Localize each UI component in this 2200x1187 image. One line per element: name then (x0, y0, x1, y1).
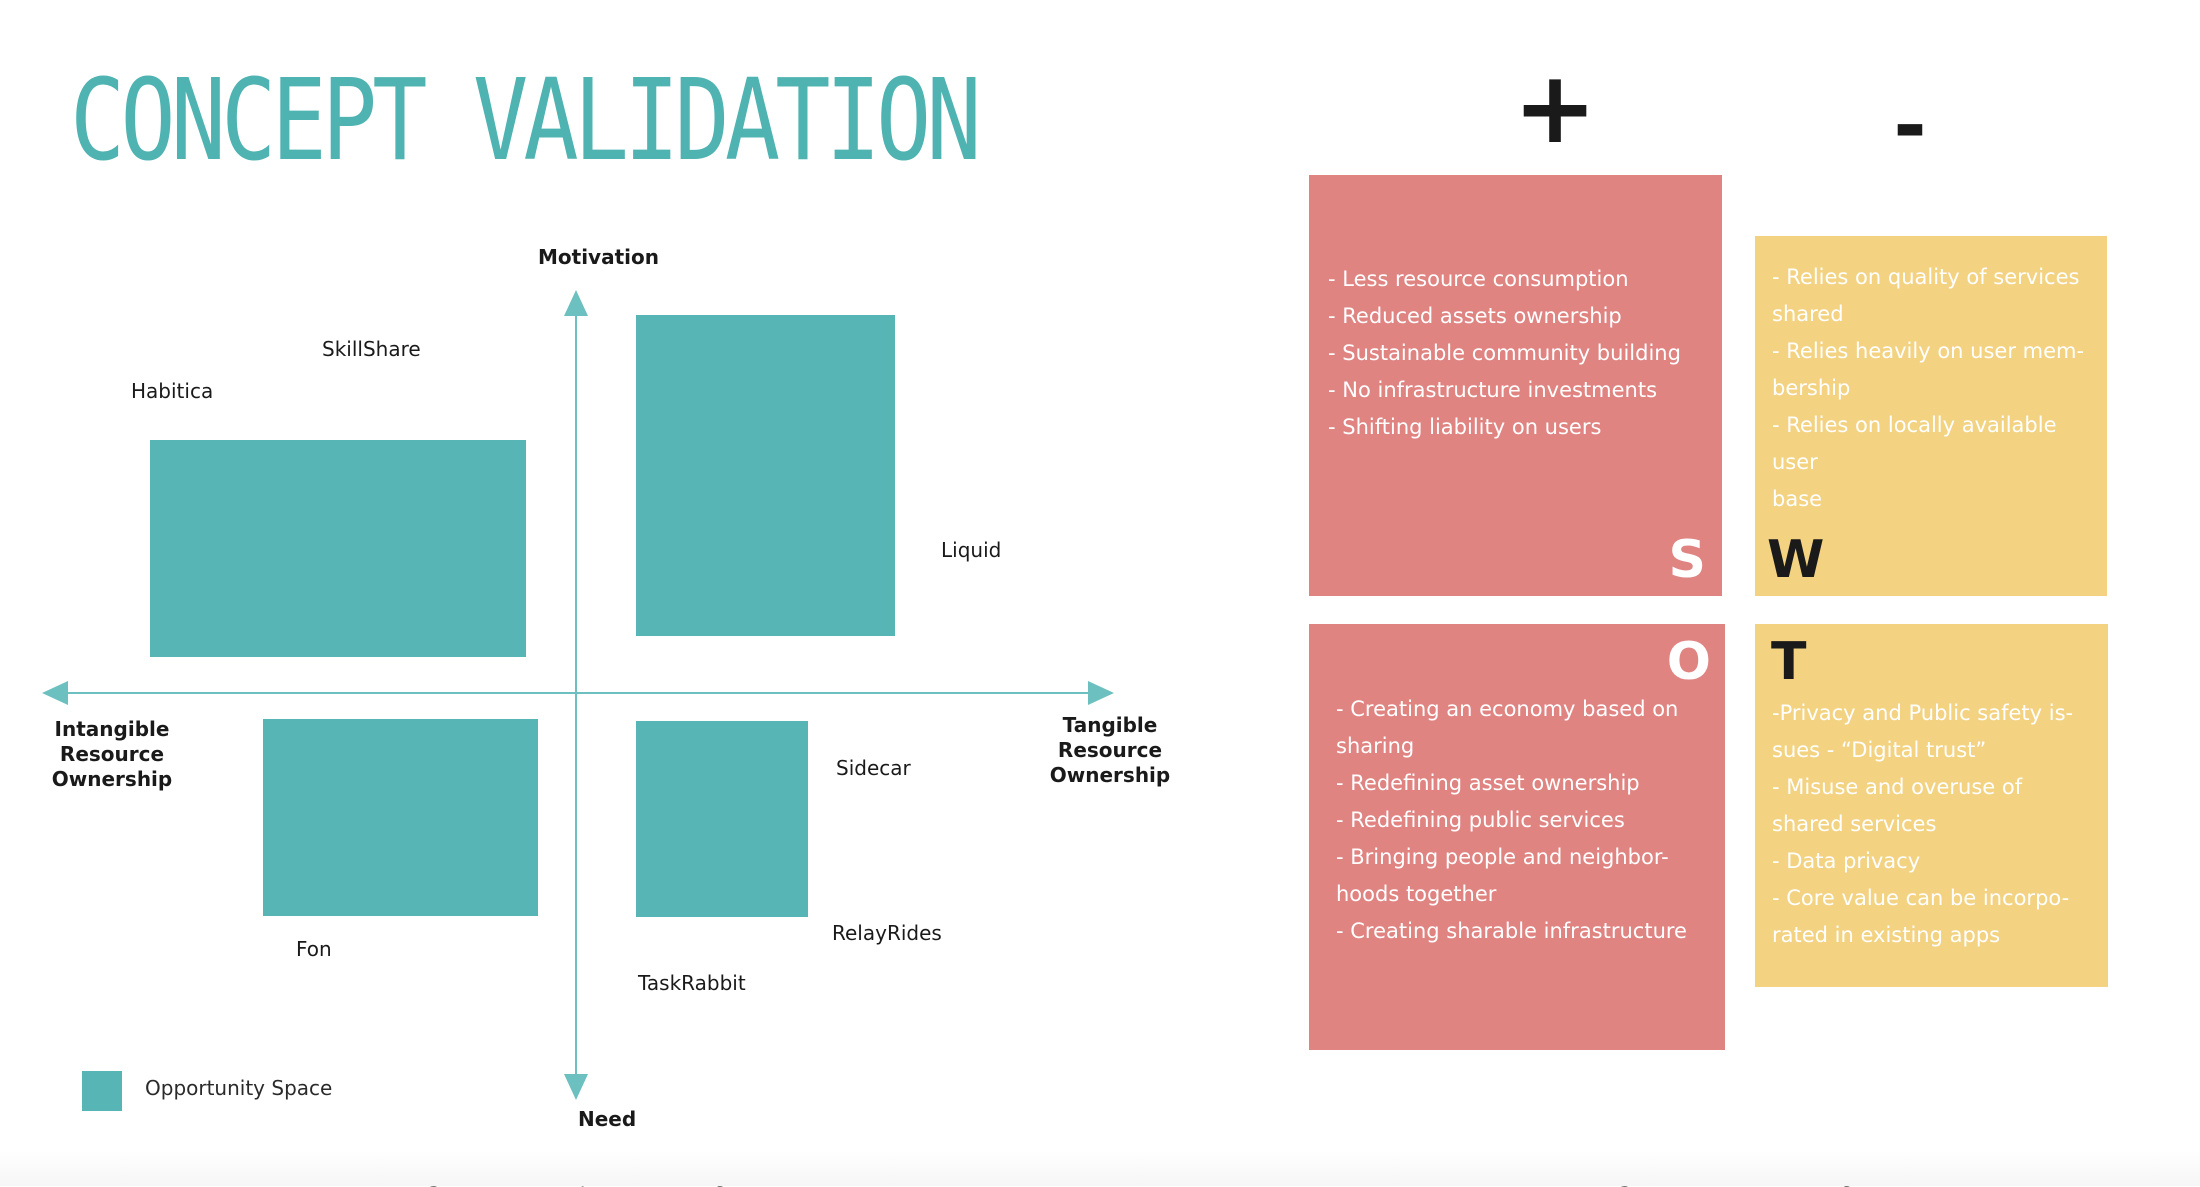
page-title: CONCEPT VALIDATION (70, 56, 977, 186)
bottom-fade (0, 1150, 2200, 1186)
competitor-sidecar: Sidecar (836, 756, 911, 780)
legend-label: Opportunity Space (145, 1076, 333, 1100)
threat-item: - Core value can be incorpo- (1772, 886, 2070, 910)
opportunity-item: - Creating an economy based on (1336, 697, 1679, 721)
competitor-taskrabbit: TaskRabbit (638, 971, 746, 995)
opportunity-item: - Redefining asset ownership (1336, 771, 1640, 795)
axis-label-need: Need (578, 1107, 637, 1131)
threat-item: rated in existing apps (1772, 923, 2001, 947)
opportunity-item: hoods together (1336, 882, 1497, 906)
vertical-axis (575, 310, 577, 1086)
strength-item: - Shifting liability on users (1328, 415, 1602, 439)
swot-opportunities (1309, 624, 1725, 1050)
horizontal-axis (62, 692, 1112, 694)
opportunity-item: sharing (1336, 734, 1415, 758)
swot-strengths (1309, 175, 1722, 596)
strength-item: - Sustainable community building (1328, 341, 1681, 365)
axis-label-line: Ownership (1049, 763, 1171, 787)
threat-item: - Misuse and overuse of (1772, 775, 2023, 799)
opportunity-item: - Bringing people and neighbor- (1336, 845, 1669, 869)
axis-label-line: Tangible (1062, 713, 1158, 737)
opportunity-item: - Creating sharable infrastructure (1336, 919, 1687, 943)
arrow-left-icon (42, 681, 68, 705)
swot-letter-w: W (1767, 530, 1825, 590)
opportunity-box-top-left (150, 440, 526, 657)
weakness-item: - Relies heavily on user mem- (1772, 339, 2085, 363)
swot-letter-o: O (1666, 632, 1711, 692)
swot-letter-s: S (1668, 530, 1706, 590)
competitor-fon: Fon (296, 937, 332, 961)
competitor-habitica: Habitica (131, 379, 214, 403)
weakness-item: bership (1772, 376, 1851, 400)
axis-label-intangible-ownership (17, 717, 207, 792)
strength-item: - Less resource consumption (1328, 267, 1629, 291)
arrow-down-icon (564, 1074, 588, 1100)
opportunities-list (1336, 691, 1687, 950)
strength-item: - Reduced assets ownership (1328, 304, 1622, 328)
threat-item: -Privacy and Public safety is- (1772, 701, 2074, 725)
legend-swatch (82, 1071, 122, 1111)
axis-label-line: Intangible (54, 717, 170, 741)
threat-item: sues - “Digital trust” (1772, 738, 1987, 762)
arrow-right-icon (1088, 681, 1114, 705)
axis-label-tangible-ownership (1015, 713, 1205, 788)
weakness-item: - Relies on quality of services (1772, 265, 2080, 289)
minus-sign: - (1893, 79, 1927, 172)
swot-letter-t: T (1771, 632, 1807, 692)
strengths-list (1328, 261, 1681, 446)
threats-list (1772, 695, 2073, 954)
weakness-item: base (1772, 487, 1823, 511)
threat-item: shared services (1772, 812, 1937, 836)
axis-label-motivation: Motivation (538, 245, 659, 269)
weaknesses-list (1772, 259, 2107, 518)
opportunity-item: - Redefining public services (1336, 808, 1625, 832)
opportunity-box-bottom-left (263, 719, 538, 916)
competitor-skillshare: SkillShare (322, 337, 421, 361)
axis-label-line: Resource (1057, 738, 1163, 762)
opportunity-box-bottom-right (636, 721, 808, 917)
competitor-relayrides: RelayRides (832, 921, 942, 945)
axis-label-line: Resource (59, 742, 165, 766)
opportunity-box-top-right (636, 315, 895, 636)
strength-item: - No infrastructure investments (1328, 378, 1658, 402)
swot-threats (1755, 624, 2108, 987)
axis-label-line: Ownership (51, 767, 173, 791)
swot-analysis (1200, 0, 2200, 1186)
threat-item: - Data privacy (1772, 849, 1921, 873)
competitor-liquid: Liquid (941, 538, 1002, 562)
weakness-item: shared (1772, 302, 1844, 326)
weakness-item: - Relies on locally available user (1772, 413, 2057, 474)
swot-weaknesses (1755, 236, 2107, 596)
arrow-up-icon (564, 290, 588, 316)
plus-sign: + (1513, 49, 1597, 166)
